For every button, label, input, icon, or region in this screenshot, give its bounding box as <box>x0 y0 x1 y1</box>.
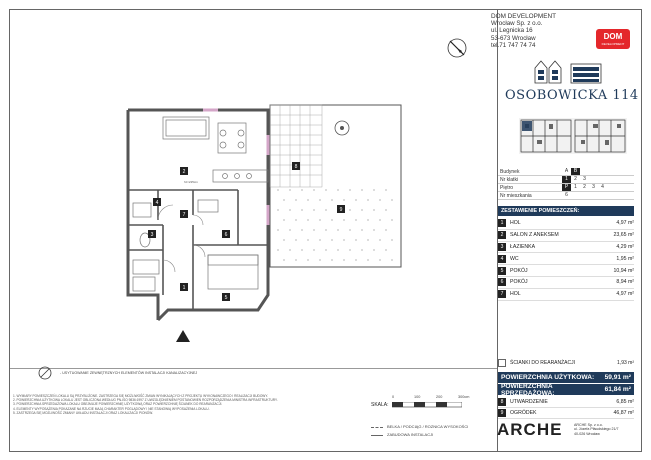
room-number: 1 <box>498 219 506 227</box>
room-name: UTWARDZENIE <box>510 399 548 405</box>
info-row-apartment <box>498 192 634 200</box>
line-legend-item <box>371 423 468 431</box>
room-name: POKÓJ <box>510 279 528 286</box>
info-row-stairwell <box>498 176 634 184</box>
room-area: 4,97 m² <box>616 220 634 227</box>
room-name: SALON Z ANEKSEM <box>510 232 559 239</box>
dom-logo <box>596 29 630 49</box>
room-row <box>498 277 634 289</box>
footnote: 2. POWIERZCHNIA UŻYTKOWA LOKALU JEST OBLICZONA WEDŁUG PN-ISO 9836:1997 Z UWZGLĘDNIENIEM POSTANOWIEŃ ROZPORZĄDZENIA MINISTRA INFRASTRUKTURY. <box>13 398 278 403</box>
company-street: ul. Legnicka 16 <box>491 27 533 35</box>
label-6: 6 <box>224 232 228 238</box>
scale-tick: 0 <box>392 395 395 399</box>
entrance-arrow-icon <box>176 330 190 342</box>
garden-area <box>270 105 401 267</box>
room-row <box>498 230 634 242</box>
scale-tick: 100 <box>414 395 421 399</box>
reorg-name: ŚCIANKI DO REARANŻACJI <box>510 360 576 366</box>
info-label: Nr mieszkania <box>500 192 532 199</box>
architect-info <box>574 423 619 436</box>
usable-label: POWIERZCHNIA UŻYTKOWA: <box>501 374 595 381</box>
cell-building-b: B <box>571 168 580 175</box>
info-row-building <box>498 168 634 176</box>
room-number: 6 <box>498 278 506 286</box>
room-area: 6,85 m² <box>616 399 634 405</box>
label-7: 7 <box>182 212 186 218</box>
cell-floor-2: 2 <box>580 184 589 191</box>
cell-floor-1: 1 <box>571 184 580 191</box>
cell-building-a: A <box>562 168 571 175</box>
footnote: 4. ELEMENTY WYPOSAŻENIA POKAZANE NA RZUCIE MAJĄ CHARAKTER POGLĄDOWY I NIE STANOWIĄ WYPOSAŻENIA LOKALU. <box>13 406 210 411</box>
line-legend <box>371 423 468 439</box>
room-area: 23,65 m² <box>613 232 634 239</box>
building-key-plan <box>519 112 627 160</box>
info-label: Piętro <box>500 184 514 191</box>
info-label: Nr klatki <box>500 176 519 183</box>
cell-stair-1: 1 <box>562 176 571 183</box>
usable-area-bar <box>498 372 634 383</box>
label-4: 4 <box>155 200 159 206</box>
sale-label: POWIERZCHNIA SPRZEDAŻOWA: <box>501 382 555 397</box>
rooms-header: ZESTAWIENIE POMIESZCZEŃ: <box>498 206 634 216</box>
room-number: 9 <box>498 409 506 417</box>
room-name: POKÓJ <box>510 267 528 274</box>
company-legal: Wrocław Sp. z o.o. <box>491 20 543 28</box>
building-elevation-icon <box>533 58 603 84</box>
room-number: 3 <box>498 243 506 251</box>
cell-stair-3: 3 <box>580 176 589 183</box>
footnote: 1. WYMIARY POMIESZCZEŃ LOKALU SĄ PRZYBLIŻONE. ZASTRZEGA SIĘ MOŻLIWOŚĆ ZMIAN WYNIKAJĄCYCH Z PROJEKTU WYKONAWCZEGO I REALIZACJI BUDOWY. <box>13 394 268 398</box>
project-title: OSOBOWICKA 114 <box>505 88 639 103</box>
room-name: HOL <box>510 291 521 298</box>
cell-floor-3: 3 <box>589 184 598 191</box>
sale-area-bar <box>498 384 634 395</box>
label-8: 8 <box>294 164 298 170</box>
room-area: 10,94 m² <box>613 267 634 274</box>
cell-apartment-6: 6 <box>562 192 571 199</box>
company-city: 53-673 Wrocław <box>491 34 536 42</box>
label-1: 1 <box>182 285 186 291</box>
dashed-swatch <box>371 427 383 428</box>
cell-stair-2: 2 <box>571 176 580 183</box>
footnotes <box>13 394 348 415</box>
footnote: 5. ZASTRZEGA SIĘ MOŻLIWOŚĆ ZMIANY UKŁADU INSTALACJI ORAZ LOKALIZACJI PIONÓW. <box>13 410 153 415</box>
label-5: 5 <box>224 295 228 301</box>
extra-row <box>498 408 634 419</box>
height-note: hz=225cm <box>184 180 198 184</box>
usable-value: 59,91 m² <box>604 374 631 381</box>
legend-divider <box>10 368 497 369</box>
room-area: 46,87 m² <box>613 410 634 416</box>
cell-floor-p: P <box>562 184 571 191</box>
scale-bar <box>392 402 462 408</box>
label-2: 2 <box>182 169 186 175</box>
architect-line: ul. Józefa Piłsudskiego 21/7 <box>574 427 619 432</box>
line-legend-item <box>371 431 468 439</box>
company-info <box>491 13 556 49</box>
company-phone: tel.71 747 74 74 <box>491 41 536 49</box>
room-number: 7 <box>498 290 506 298</box>
room-area: 1,95 m² <box>616 255 634 262</box>
architect-line: ARCHE Sp. z o.o. <box>574 423 603 427</box>
room-row <box>498 289 634 301</box>
room-row <box>498 265 634 277</box>
label-3: 3 <box>150 232 154 238</box>
room-area: 4,97 m² <box>616 291 634 298</box>
room-row <box>498 242 634 254</box>
info-label: Budynek <box>500 168 520 175</box>
rooms-list <box>498 218 634 301</box>
location-table <box>498 168 634 200</box>
room-name: OGRÓDEK <box>510 410 537 416</box>
reorg-area: 1,93 m² <box>617 360 634 366</box>
scale-tick: 300cm <box>458 395 470 399</box>
cell-floor-4: 4 <box>598 184 607 191</box>
legend-note: - USYTUOWANIE ZEWNĘTRZNYCH ELEMENTÓW INSTALACJI KANALIZACYJNEJ <box>60 371 198 375</box>
architect-logo: ARCHE <box>497 420 563 439</box>
room-area: 8,94 m² <box>616 279 634 286</box>
line-legend-text: ZABUDOWA INSTALACJI <box>387 432 434 437</box>
room-number: 5 <box>498 267 506 275</box>
apartment-walls <box>128 110 268 320</box>
footnote: 3. POWIERZCHNIA SPRZEDAŻOWA LOKALU OBEJMUJE POWIERZCHNIĘ UŻYTKOWĄ ORAZ POWIERZCHNIĘ ŚCIANEK DO REARANŻACJI. <box>13 402 223 407</box>
reorg-swatch <box>498 359 506 367</box>
architect-line: 40-026 Wrocław <box>574 431 600 436</box>
room-row <box>498 218 634 230</box>
sale-value: 61,84 m² <box>604 386 631 393</box>
info-row-floor <box>498 184 634 192</box>
scale-label: SKALA: <box>371 402 389 408</box>
room-name: HOL <box>510 220 521 227</box>
room-row <box>498 253 634 265</box>
floor-plan <box>118 95 408 330</box>
room-number: 4 <box>498 255 506 263</box>
reorg-walls-row <box>498 358 634 368</box>
room-name: WC <box>510 255 519 262</box>
line-legend-text: BELKA / PODCIĄG / ROZNICA WYSOKOŚCI <box>387 424 469 429</box>
compass-icon <box>446 37 468 59</box>
company-name: DOM DEVELOPMENT <box>491 13 556 20</box>
room-area: 4,29 m² <box>616 243 634 250</box>
sewage-legend-icon <box>38 366 52 380</box>
room-number: 2 <box>498 231 506 239</box>
scale-tick: 200 <box>436 395 443 399</box>
room-name: ŁAZIENKA <box>510 243 536 250</box>
label-9: 9 <box>339 207 343 213</box>
room-number: 8 <box>498 398 506 406</box>
extra-row <box>498 397 634 408</box>
solid-swatch <box>371 435 383 436</box>
logo-text: DOM <box>603 32 623 41</box>
logo-sub: DEVELOPMENT <box>601 42 625 46</box>
